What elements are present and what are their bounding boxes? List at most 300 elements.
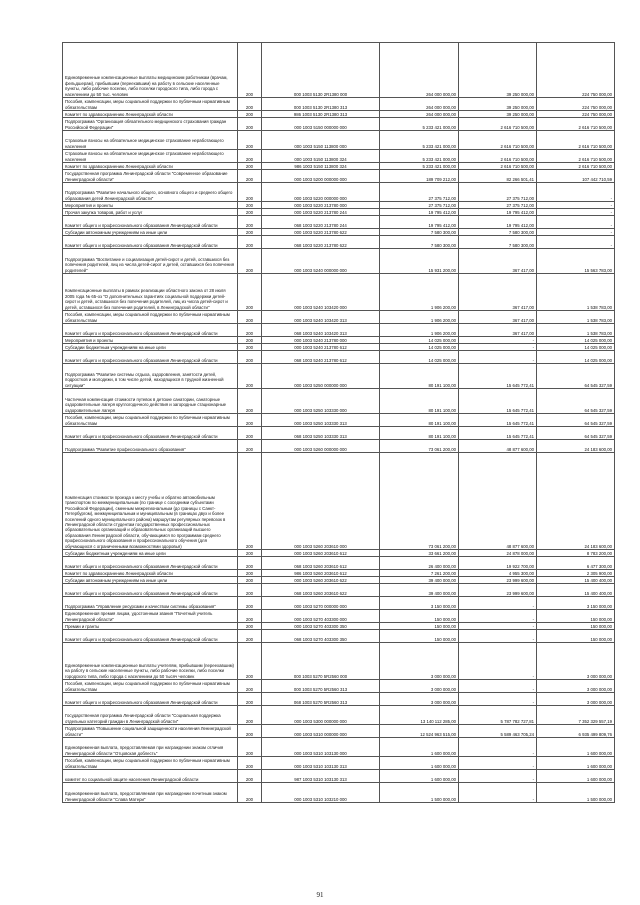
line-code-cell: 200: [238, 550, 262, 557]
line-code-cell: 200: [238, 738, 262, 757]
table-row: [63, 630, 615, 643]
budget-classification-code-cell: 000 1003 5130 2R1380 313: [262, 98, 380, 111]
approved-amount-cell: 19 795 412,00: [380, 216, 459, 229]
line-code-cell: 200: [238, 98, 262, 111]
executed-amount-cell: 19 922 700,00: [459, 557, 537, 570]
approved-amount-cell: 7 580 300,00: [380, 229, 459, 236]
executed-amount-cell: -: [459, 693, 537, 706]
budget-classification-code-cell: 000 1003 5310 000000 000: [262, 725, 380, 738]
row-name-cell: Единовременная выплата, предоставляемая при награждении почетным знаком Ленинградской области "Слава Матери": [63, 783, 238, 803]
budget-classification-code-cell: 068 1003 5260 203610 622: [262, 584, 380, 597]
row-name-cell: Компенсационные выплаты в рамках реализации областного закона от 28 июля 2005 года № 65-оз "О дополнительных гарантиях социальной поддержки детей-сирот и детей, оставшихся без попечения родителей, лиц из числа детей-сирот и детей, оставшихся без попечения родителей, в Ленинградской области": [63, 274, 238, 311]
row-name-cell: Страховые взносы на обязательное медицинское страхование неработающего населения: [63, 150, 238, 163]
unexecuted-amount-cell: 150 000,00: [537, 623, 615, 630]
line-code-cell: 200: [238, 163, 262, 170]
approved-amount-cell: 150 000,00: [380, 630, 459, 643]
table-row: [63, 584, 615, 597]
budget-classification-code-cell: 000 1003 5260 203610 612: [262, 550, 380, 557]
table-row: [63, 770, 615, 783]
line-code-cell: 200: [238, 43, 262, 98]
executed-amount-cell: -: [459, 783, 537, 803]
unexecuted-amount-cell: 64 545 327,59: [537, 414, 615, 427]
line-code-cell: 200: [238, 118, 262, 131]
approved-amount-cell: 150 000,00: [380, 610, 459, 623]
line-code-cell: 200: [238, 111, 262, 118]
table-row: [63, 577, 615, 584]
unexecuted-amount-cell: 64 545 327,59: [537, 427, 615, 440]
table-row: [63, 111, 615, 118]
line-code-cell: 200: [238, 630, 262, 643]
budget-classification-code-cell: 000 1003 5260 000000 000: [262, 440, 380, 453]
approved-amount-cell: 264 000 000,00: [380, 98, 459, 111]
line-code-cell: 200: [238, 783, 262, 803]
approved-amount-cell: 3 000 000,00: [380, 643, 459, 680]
budget-classification-code-cell: 986 1003 5260 203610 612: [262, 570, 380, 577]
line-code-cell: 200: [238, 570, 262, 577]
line-code-cell: 200: [238, 311, 262, 324]
executed-amount-cell: 5 589 463 705,24: [459, 725, 537, 738]
approved-amount-cell: 33 661 200,00: [380, 550, 459, 557]
approved-amount-cell: 150 000,00: [380, 623, 459, 630]
approved-amount-cell: 80 191 100,00: [380, 364, 459, 389]
unexecuted-amount-cell: 24 183 600,00: [537, 453, 615, 550]
table-body: [63, 43, 615, 803]
table-row: [63, 414, 615, 427]
budget-classification-code-cell: 068 1003 5270 5R2560 313: [262, 693, 380, 706]
unexecuted-amount-cell: 1 538 783,00: [537, 311, 615, 324]
approved-amount-cell: 1 906 200,00: [380, 311, 459, 324]
executed-amount-cell: -: [459, 643, 537, 680]
line-code-cell: 200: [238, 680, 262, 693]
table-row: [63, 131, 615, 150]
budget-classification-code-cell: 000 1003 5240 103420 313: [262, 311, 380, 324]
approved-amount-cell: 5 233 421 000,00: [380, 163, 459, 170]
line-code-cell: 200: [238, 725, 262, 738]
table-row: [63, 597, 615, 610]
row-name-cell: Единовременная выплата, предоставляемая при награждении знаком отличия Ленинградской области "Отцовская доблесть": [63, 738, 238, 757]
approved-amount-cell: 1 600 000,00: [380, 738, 459, 757]
unexecuted-amount-cell: 14 025 000,00: [537, 337, 615, 344]
budget-classification-code-cell: 000 1003 5150 000000 000: [262, 118, 380, 131]
executed-amount-cell: 39 250 000,00: [459, 111, 537, 118]
executed-amount-cell: 27 375 712,00: [459, 202, 537, 209]
line-code-cell: 200: [238, 643, 262, 680]
row-name-cell: Пособия, компенсации, меры социальной поддержки по публичным нормативным обязательствам: [63, 680, 238, 693]
executed-amount-cell: 48 877 600,00: [459, 440, 537, 453]
row-name-cell: Мероприятия и проекты: [63, 337, 238, 344]
line-code-cell: 200: [238, 209, 262, 216]
approved-amount-cell: 264 000 000,00: [380, 111, 459, 118]
budget-classification-code-cell: 068 1003 5260 203610 612: [262, 557, 380, 570]
executed-amount-cell: -: [459, 680, 537, 693]
approved-amount-cell: 3 000 000,00: [380, 680, 459, 693]
executed-amount-cell: 19 795 412,00: [459, 216, 537, 229]
budget-classification-code-cell: 000 1003 5150 113800 000: [262, 131, 380, 150]
unexecuted-amount-cell: 24 183 600,00: [537, 440, 615, 453]
row-name-cell: Компенсация стоимости проезда к месту учебы и обратно автомобильным транспортом по межмуниципальным (по границе с соседними субъектами Российской Федерации), сменным межрегиональным (до границы с Санкт-Петербургом), межмуниципальным и муниципальным (в границах двух и более поселений одного муниципального района) маршрутам регулярных перевозок в Ленинградской области студентам государственных профессиональных образовательных организаций и образовательных организаций высшего образования Ленинградской области, обучающимся по программам среднего профессионального образования и профессионального обучения (для обучающихся с ограниченными возможностями здоровья): [63, 453, 238, 550]
unexecuted-amount-cell: 1 600 000,00: [537, 770, 615, 783]
line-code-cell: 200: [238, 597, 262, 610]
approved-amount-cell: 3 000 000,00: [380, 693, 459, 706]
table-row: [63, 344, 615, 351]
unexecuted-amount-cell: 8 783 200,00: [537, 550, 615, 557]
table-row: [63, 150, 615, 163]
line-code-cell: 200: [238, 131, 262, 150]
row-name-cell: Подпрограмма "Развитие системы отдыха, оздоровления, занятости детей, подростков и молодежи, в том числе детей, находящихся в трудной жизненной ситуации": [63, 364, 238, 389]
table-row: [63, 440, 615, 453]
unexecuted-amount-cell: 150 000,00: [537, 630, 615, 643]
executed-amount-cell: 82 266 501,41: [459, 170, 537, 183]
budget-classification-code-cell: 000 1003 5310 103130 313: [262, 757, 380, 770]
approved-amount-cell: 1 906 200,00: [380, 274, 459, 311]
budget-classification-code-cell: 000 1003 5310 103210 000: [262, 783, 380, 803]
budget-classification-code-cell: 068 1003 5250 103330 313: [262, 427, 380, 440]
table-row: [63, 623, 615, 630]
row-name-cell: Комитет по здравоохранению Ленинградской области: [63, 163, 238, 170]
row-name-cell: Комитет общего и профессионального образования Ленинградской области: [63, 584, 238, 597]
budget-classification-code-cell: 000 1003 5250 103330 313: [262, 414, 380, 427]
line-code-cell: 200: [238, 344, 262, 351]
line-code-cell: 200: [238, 216, 262, 229]
line-code-cell: 200: [238, 427, 262, 440]
executed-amount-cell: 19 795 412,00: [459, 209, 537, 216]
approved-amount-cell: 15 931 200,00: [380, 249, 459, 274]
page-number: 91: [316, 891, 324, 899]
budget-classification-code-cell: 986 1003 5130 2R1380 313: [262, 111, 380, 118]
executed-amount-cell: 23 999 600,00: [459, 584, 537, 597]
line-code-cell: 200: [238, 183, 262, 202]
budget-classification-code-cell: 000 1003 5220 213780 622: [262, 229, 380, 236]
row-name-cell: Пособия, компенсации, меры социальной поддержки по публичным нормативным обязательствам: [63, 311, 238, 324]
executed-amount-cell: 4 955 300,00: [459, 570, 537, 577]
table-row: [63, 170, 615, 183]
budget-classification-code-cell: 000 1003 5200 000000 000: [262, 170, 380, 183]
table-row: [63, 229, 615, 236]
approved-amount-cell: 73 061 200,00: [380, 453, 459, 550]
unexecuted-amount-cell: 1 500 000,00: [537, 783, 615, 803]
table-row: [63, 236, 615, 249]
row-name-cell: Пособия, компенсации, меры социальной поддержки по публичным нормативным обязательствам: [63, 757, 238, 770]
row-name-cell: Комитет общего и профессионального образования Ленинградской области: [63, 427, 238, 440]
approved-amount-cell: 5 233 421 000,00: [380, 131, 459, 150]
table-row: [63, 725, 615, 738]
unexecuted-amount-cell: 224 750 000,00: [537, 98, 615, 111]
approved-amount-cell: 73 061 200,00: [380, 440, 459, 453]
approved-amount-cell: 26 400 000,00: [380, 557, 459, 570]
executed-amount-cell: -: [459, 738, 537, 757]
executed-amount-cell: 367 417,00: [459, 274, 537, 311]
table-row: [63, 311, 615, 324]
executed-amount-cell: 5 787 782 727,81: [459, 706, 537, 725]
budget-classification-code-cell: 000 1003 5220 213780 000: [262, 202, 380, 209]
row-name-cell: Субсидии автономным учреждениям на иные цели: [63, 577, 238, 584]
table-row: [63, 570, 615, 577]
table-row: [63, 163, 615, 170]
executed-amount-cell: 48 877 600,00: [459, 453, 537, 550]
unexecuted-amount-cell: 64 545 327,59: [537, 389, 615, 414]
table-row: [63, 364, 615, 389]
row-name-cell: Государственная программа Ленинградской области "Современное образование Ленинградской области": [63, 170, 238, 183]
unexecuted-amount-cell: 6 935 499 809,76: [537, 725, 615, 738]
table-row: [63, 351, 615, 364]
unexecuted-amount-cell: 15 400 400,00: [537, 584, 615, 597]
unexecuted-amount-cell: 1 600 000,00: [537, 757, 615, 770]
table-row: [63, 693, 615, 706]
line-code-cell: 200: [238, 150, 262, 163]
table-row: [63, 453, 615, 550]
approved-amount-cell: 39 400 000,00: [380, 577, 459, 584]
line-code-cell: 200: [238, 414, 262, 427]
row-name-cell: Субсидии бюджетным учреждениям на иные цели: [63, 550, 238, 557]
approved-amount-cell: 80 191 100,00: [380, 389, 459, 414]
executed-amount-cell: 15 645 772,41: [459, 427, 537, 440]
table-row: [63, 216, 615, 229]
executed-amount-cell: 15 645 772,41: [459, 414, 537, 427]
budget-classification-code-cell: 000 1003 5240 213780 612: [262, 344, 380, 351]
budget-classification-code-cell: 068 1003 5240 103420 313: [262, 324, 380, 337]
unexecuted-amount-cell: 14 025 000,00: [537, 344, 615, 351]
budget-classification-code-cell: 000 1003 5240 213780 000: [262, 337, 380, 344]
executed-amount-cell: 367 417,00: [459, 311, 537, 324]
row-name-cell: комитет по социальной защите населения Ленинградской области: [63, 770, 238, 783]
unexecuted-amount-cell: 1 538 783,00: [537, 274, 615, 311]
executed-amount-cell: -: [459, 623, 537, 630]
budget-classification-code-cell: 000 1003 5310 103130 000: [262, 738, 380, 757]
table-row: [63, 389, 615, 414]
budget-classification-code-cell: 068 1003 5270 403300 350: [262, 630, 380, 643]
approved-amount-cell: 80 191 100,00: [380, 414, 459, 427]
budget-classification-code-cell: 000 1003 5270 5R2560 000: [262, 643, 380, 680]
executed-amount-cell: 23 999 600,00: [459, 577, 537, 584]
executed-amount-cell: 24 878 000,00: [459, 550, 537, 557]
unexecuted-amount-cell: -: [537, 183, 615, 202]
unexecuted-amount-cell: 1 538 783,00: [537, 324, 615, 337]
row-name-cell: Единовременные компенсационные выплаты медицинским работникам (врачам, фельдшерам), прибывшим (переехавшим) на работу в сельские населенные пункты, либо рабочие поселки, либо поселки городского типа, либо города с населением до 50 тыс. человек: [63, 43, 238, 98]
unexecuted-amount-cell: 1 600 000,00: [537, 738, 615, 757]
unexecuted-amount-cell: 107 442 710,59: [537, 170, 615, 183]
budget-classification-code-cell: 000 1003 5260 203610 622: [262, 577, 380, 584]
approved-amount-cell: 13 140 112 285,00: [380, 706, 459, 725]
row-name-cell: Премии и гранты: [63, 623, 238, 630]
approved-amount-cell: 80 191 100,00: [380, 427, 459, 440]
table-row: [63, 550, 615, 557]
row-name-cell: Комитет по здравоохранению Ленинградской области: [63, 570, 238, 577]
row-name-cell: Подпрограмма "Организация обязательного медицинского страхования граждан Российской Федерации": [63, 118, 238, 131]
row-name-cell: Субсидии автономным учреждениям на иные цели: [63, 229, 238, 236]
budget-classification-code-cell: 987 1003 5310 103130 313: [262, 770, 380, 783]
line-code-cell: 200: [238, 770, 262, 783]
row-name-cell: Единовременная премия лицам, удостоенным звания "Почетный учитель Ленинградской области": [63, 610, 238, 623]
row-name-cell: Комитет по здравоохранению Ленинградской области: [63, 111, 238, 118]
row-name-cell: Подпрограмма "Развитие профессионального образования": [63, 440, 238, 453]
unexecuted-amount-cell: 3 150 000,00: [537, 597, 615, 610]
approved-amount-cell: 1 500 000,00: [380, 783, 459, 803]
row-name-cell: Подпрограмма "Развитие начального общего, основного общего и среднего общего образования детей Ленинградской области": [63, 183, 238, 202]
line-code-cell: 200: [238, 693, 262, 706]
budget-classification-code-cell: 986 1003 5150 113800 324: [262, 163, 380, 170]
executed-amount-cell: -: [459, 610, 537, 623]
budget-classification-code-cell: 000 1003 5250 103330 000: [262, 389, 380, 414]
approved-amount-cell: 19 795 412,00: [380, 209, 459, 216]
executed-amount-cell: 2 616 710 500,00: [459, 163, 537, 170]
approved-amount-cell: 3 150 000,00: [380, 597, 459, 610]
unexecuted-amount-cell: 224 750 000,00: [537, 111, 615, 118]
table-row: [63, 98, 615, 111]
approved-amount-cell: 39 400 000,00: [380, 584, 459, 597]
table-row: [63, 337, 615, 344]
approved-amount-cell: 14 025 000,00: [380, 344, 459, 351]
row-name-cell: Комитет общего и профессионального образования Ленинградской области: [63, 693, 238, 706]
budget-classification-code-cell: 000 1003 5250 000000 000: [262, 364, 380, 389]
table-row: [63, 43, 615, 98]
unexecuted-amount-cell: 3 000 000,00: [537, 680, 615, 693]
line-code-cell: 200: [238, 351, 262, 364]
table-row: [63, 557, 615, 570]
line-code-cell: 200: [238, 453, 262, 550]
table-row: [63, 783, 615, 803]
budget-classification-code-cell: 000 1003 5220 000000 000: [262, 183, 380, 202]
approved-amount-cell: 14 025 000,00: [380, 337, 459, 344]
budget-classification-code-cell: 000 1003 5240 000000 000: [262, 249, 380, 274]
table-row: [63, 738, 615, 757]
row-name-cell: Подпрограмма "Управление ресурсами и качеством системы образования": [63, 597, 238, 610]
unexecuted-amount-cell: 2 616 710 500,00: [537, 163, 615, 170]
budget-classification-code-cell: 000 1003 5270 5R2560 313: [262, 680, 380, 693]
unexecuted-amount-cell: 2 616 710 500,00: [537, 131, 615, 150]
unexecuted-amount-cell: 2 616 710 500,00: [537, 118, 615, 131]
unexecuted-amount-cell: -: [537, 216, 615, 229]
executed-amount-cell: -: [459, 351, 537, 364]
line-code-cell: 200: [238, 364, 262, 389]
table-row: [63, 427, 615, 440]
unexecuted-amount-cell: 2 616 710 500,00: [537, 150, 615, 163]
line-code-cell: 200: [238, 584, 262, 597]
approved-amount-cell: 264 000 000,00: [380, 43, 459, 98]
budget-classification-code-cell: 068 1003 5220 213780 622: [262, 236, 380, 249]
executed-amount-cell: 2 616 710 500,00: [459, 118, 537, 131]
approved-amount-cell: 1 600 000,00: [380, 757, 459, 770]
budget-classification-code-cell: 000 1003 5130 2R1380 000: [262, 43, 380, 98]
row-name-cell: Единовременные компенсационные выплаты учителям, прибывшим (переехавшим) на работу в сельские населенные пункты, либо рабочие поселки, либо поселки городского типа, либо города с населением до 50 тысяч человек: [63, 643, 238, 680]
line-code-cell: 200: [238, 577, 262, 584]
row-name-cell: Подпрограмма "Повышение социальной защищенности населения Ленинградской области": [63, 725, 238, 738]
table-row: [63, 706, 615, 725]
row-name-cell: Прочая закупка товаров, работ и услуг: [63, 209, 238, 216]
executed-amount-cell: -: [459, 597, 537, 610]
approved-amount-cell: 5 233 421 000,00: [380, 150, 459, 163]
executed-amount-cell: 7 580 300,00: [459, 229, 537, 236]
unexecuted-amount-cell: -: [537, 229, 615, 236]
executed-amount-cell: -: [459, 757, 537, 770]
approved-amount-cell: 12 524 963 515,00: [380, 725, 459, 738]
line-code-cell: 200: [238, 440, 262, 453]
line-code-cell: 200: [238, 557, 262, 570]
approved-amount-cell: 27 375 712,00: [380, 183, 459, 202]
unexecuted-amount-cell: 14 025 000,00: [537, 351, 615, 364]
line-code-cell: 200: [238, 623, 262, 630]
unexecuted-amount-cell: 15 400 400,00: [537, 577, 615, 584]
unexecuted-amount-cell: 7 352 329 557,19: [537, 706, 615, 725]
row-name-cell: Комитет общего и профессионального образования Ленинградской области: [63, 324, 238, 337]
table-row: [63, 209, 615, 216]
approved-amount-cell: 7 580 300,00: [380, 236, 459, 249]
row-name-cell: Комитет общего и профессионального образования Ленинградской области: [63, 630, 238, 643]
row-name-cell: Государственная программа Ленинградской области "Социальная поддержка отдельных категорий граждан в Ленинградской области": [63, 706, 238, 725]
approved-amount-cell: 27 375 712,00: [380, 202, 459, 209]
table-row: [63, 643, 615, 680]
row-name-cell: Пособия, компенсации, меры социальной поддержки по публичным нормативным обязательствам: [63, 414, 238, 427]
table-row: [63, 324, 615, 337]
approved-amount-cell: 1 906 200,00: [380, 324, 459, 337]
unexecuted-amount-cell: 3 000 000,00: [537, 643, 615, 680]
executed-amount-cell: 15 645 772,41: [459, 364, 537, 389]
unexecuted-amount-cell: -: [537, 209, 615, 216]
approved-amount-cell: 189 709 212,00: [380, 170, 459, 183]
approved-amount-cell: 7 261 200,00: [380, 570, 459, 577]
table-row: [63, 274, 615, 311]
row-name-cell: Субсидии бюджетным учреждениям на иные цели: [63, 344, 238, 351]
row-name-cell: Страховые взносы на обязательное медицинское страхование неработающего населения: [63, 131, 238, 150]
executed-amount-cell: -: [459, 770, 537, 783]
line-code-cell: 200: [238, 610, 262, 623]
unexecuted-amount-cell: 3 000 000,00: [537, 693, 615, 706]
table-row: [63, 249, 615, 274]
executed-amount-cell: 7 580 300,00: [459, 236, 537, 249]
unexecuted-amount-cell: 150 000,00: [537, 610, 615, 623]
unexecuted-amount-cell: -: [537, 236, 615, 249]
executed-amount-cell: 15 645 772,41: [459, 389, 537, 414]
unexecuted-amount-cell: 224 750 000,00: [537, 43, 615, 98]
budget-classification-code-cell: 000 1003 5260 203610 000: [262, 453, 380, 550]
budget-classification-code-cell: 000 1003 5240 103420 000: [262, 274, 380, 311]
table-row: [63, 610, 615, 623]
budget-classification-code-cell: 000 1003 5220 213780 244: [262, 209, 380, 216]
executed-amount-cell: 2 616 710 500,00: [459, 131, 537, 150]
budget-classification-code-cell: 068 1003 5240 213780 612: [262, 351, 380, 364]
executed-amount-cell: -: [459, 337, 537, 344]
line-code-cell: 200: [238, 337, 262, 344]
executed-amount-cell: -: [459, 630, 537, 643]
budget-table-sheet: [62, 42, 614, 803]
row-name-cell: Частичная компенсация стоимости путевок в детские санатории, санаторные оздоровительные лагеря круглогодичного действия и загородные стационарные оздоровительные лагеря: [63, 389, 238, 414]
budget-classification-code-cell: 000 1003 5270 403300 000: [262, 610, 380, 623]
row-name-cell: Комитет общего и профессионального образования Ленинградской области: [63, 236, 238, 249]
row-name-cell: Пособия, компенсации, меры социальной поддержки по публичным нормативным обязательствам: [63, 98, 238, 111]
executed-amount-cell: 27 375 712,00: [459, 183, 537, 202]
approved-amount-cell: 5 233 421 000,00: [380, 118, 459, 131]
table-row: [63, 202, 615, 209]
line-code-cell: 200: [238, 202, 262, 209]
unexecuted-amount-cell: -: [537, 202, 615, 209]
line-code-cell: 200: [238, 324, 262, 337]
line-code-cell: 200: [238, 274, 262, 311]
line-code-cell: 200: [238, 170, 262, 183]
row-name-cell: Комитет общего и профессионального образования Ленинградской области: [63, 216, 238, 229]
unexecuted-amount-cell: 15 563 783,00: [537, 249, 615, 274]
table-row: [63, 118, 615, 131]
table-row: [63, 680, 615, 693]
executed-amount-cell: 367 417,00: [459, 249, 537, 274]
executed-amount-cell: 39 250 000,00: [459, 43, 537, 98]
line-code-cell: 200: [238, 389, 262, 414]
executed-amount-cell: 367 417,00: [459, 324, 537, 337]
budget-classification-code-cell: 000 1003 5150 113800 324: [262, 150, 380, 163]
unexecuted-amount-cell: 6 477 300,00: [537, 557, 615, 570]
budget-classification-code-cell: 000 1003 5300 000000 000: [262, 706, 380, 725]
unexecuted-amount-cell: 64 545 327,59: [537, 364, 615, 389]
line-code-cell: 200: [238, 249, 262, 274]
row-name-cell: Мероприятия и проекты: [63, 202, 238, 209]
